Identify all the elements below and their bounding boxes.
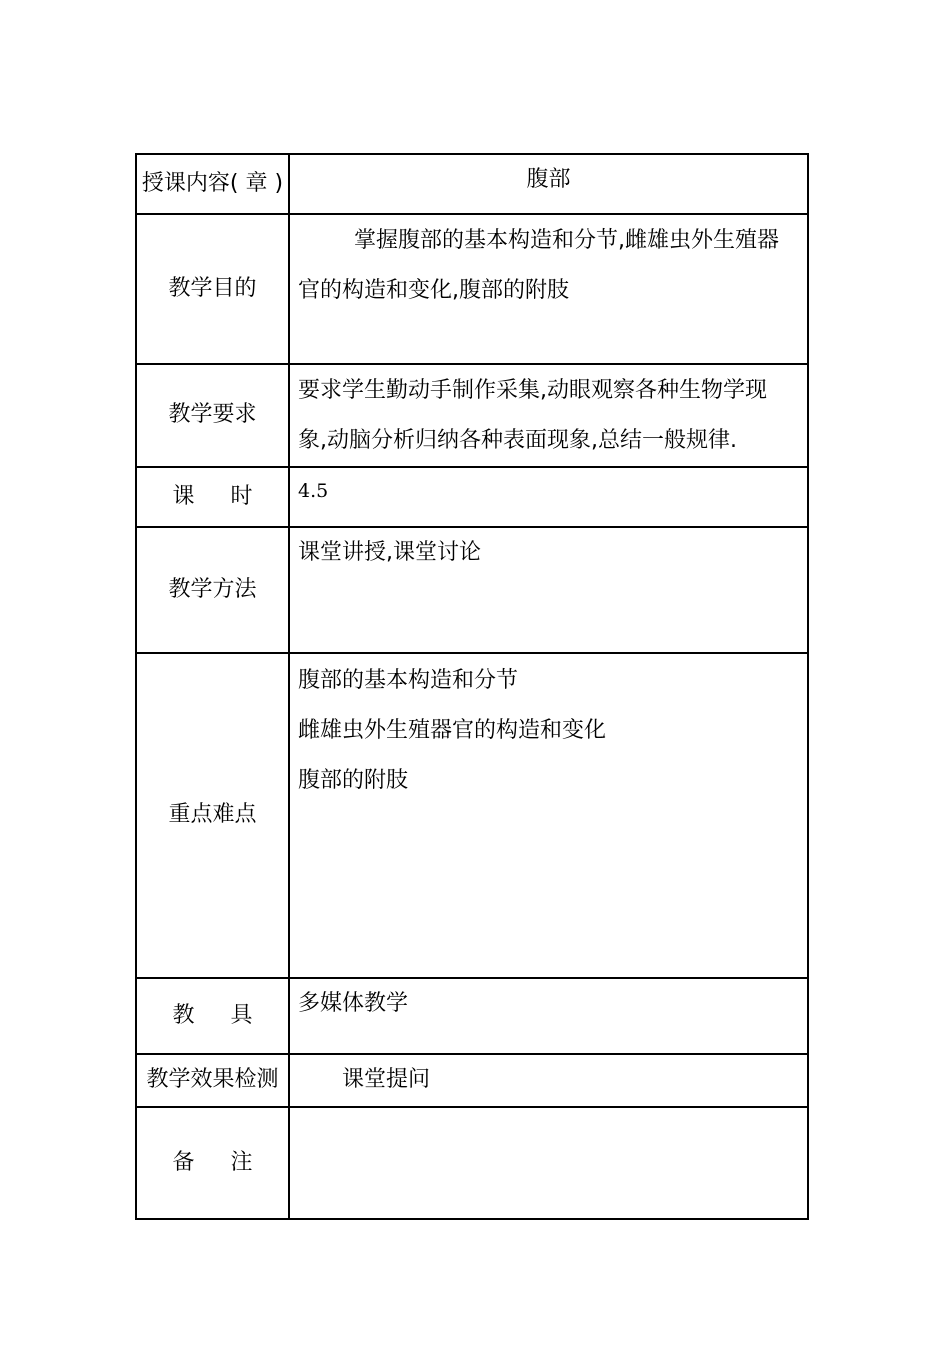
label-requirements-text: 教学要求 <box>168 402 257 428</box>
label-objectives <box>136 214 289 364</box>
label-method-text: 教学方法 <box>168 576 257 602</box>
effect-check-value: 课堂提问 <box>342 1067 431 1093</box>
label-remarks-char-2: 注 <box>230 1149 253 1175</box>
label-hours <box>136 467 289 527</box>
objectives-line-2: 官的构造和变化,腹部的附肢 <box>298 278 569 303</box>
value-method <box>289 527 808 653</box>
row-objectives <box>136 214 808 364</box>
hours-value: 4.5 <box>298 480 329 502</box>
value-chapter <box>289 154 808 214</box>
label-key-points <box>136 653 289 978</box>
row-method <box>136 527 808 653</box>
requirements-line-1: 要求学生勤动手制作采集,动眼观察各种生物学现 <box>298 378 767 403</box>
row-hours <box>136 467 808 527</box>
chapter-title: 腹部 <box>526 166 571 192</box>
label-hours-char-2: 时 <box>230 483 253 509</box>
label-aids-char-2: 具 <box>230 1002 253 1028</box>
value-aids <box>289 978 808 1054</box>
label-requirements <box>136 364 289 467</box>
label-remarks-char-1: 备 <box>172 1149 195 1175</box>
label-remarks <box>136 1107 289 1219</box>
row-effect-check <box>136 1054 808 1107</box>
row-key-points <box>136 653 808 978</box>
label-effect-check-text: 教学效果检测 <box>146 1067 279 1093</box>
row-remarks <box>136 1107 808 1219</box>
row-aids <box>136 978 808 1054</box>
value-effect-check <box>289 1054 808 1107</box>
key-point-2: 雌雄虫外生殖器官的构造和变化 <box>298 718 607 743</box>
method-value: 课堂讲授,课堂讨论 <box>298 540 481 565</box>
label-method <box>136 527 289 653</box>
value-requirements <box>289 364 808 467</box>
key-point-1: 腹部的基本构造和分节 <box>298 668 519 693</box>
row-requirements <box>136 364 808 467</box>
label-effect-check <box>136 1054 289 1107</box>
objectives-line-1: 掌握腹部的基本构造和分节,雌雄虫外生殖器 <box>354 228 779 253</box>
value-hours <box>289 467 808 527</box>
label-chapter <box>136 154 289 214</box>
label-key-points-text: 重点难点 <box>168 802 257 828</box>
row-chapter <box>136 154 808 214</box>
lesson-plan-table <box>135 153 809 1220</box>
value-objectives <box>289 214 808 364</box>
label-hours-char-1: 课 <box>172 483 195 509</box>
label-aids <box>136 978 289 1054</box>
value-remarks <box>289 1107 808 1219</box>
aids-value: 多媒体教学 <box>298 991 409 1016</box>
value-key-points <box>289 653 808 978</box>
label-objectives-text: 教学目的 <box>168 275 257 301</box>
label-chapter-text: 授课内容( 章 ) <box>141 170 284 196</box>
requirements-line-2: 象,动脑分析归纳各种表面现象,总结一般规律. <box>298 428 737 453</box>
key-point-3: 腹部的附肢 <box>298 768 409 793</box>
label-aids-char-1: 教 <box>172 1002 195 1028</box>
